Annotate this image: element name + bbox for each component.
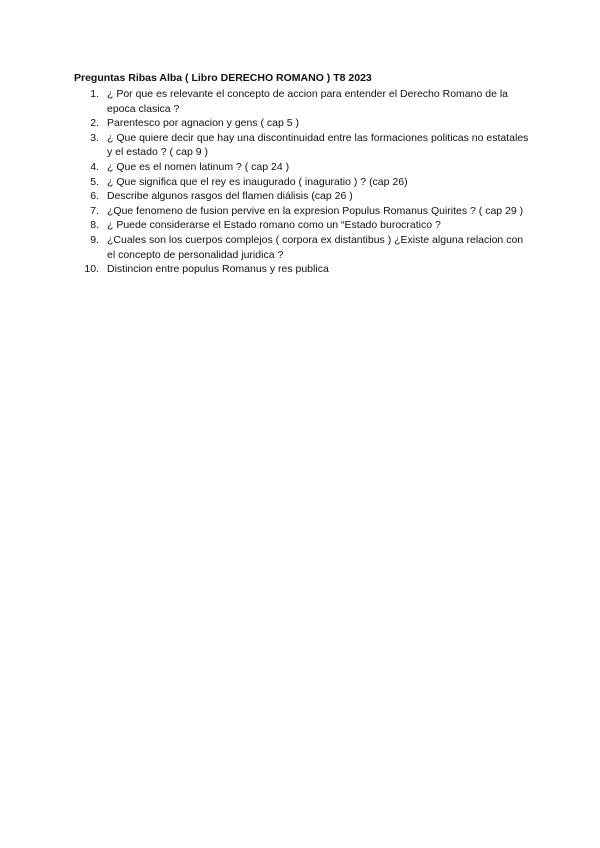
question-item bbox=[74, 262, 534, 277]
question-list bbox=[74, 87, 534, 277]
question-number: 2. bbox=[90, 117, 99, 130]
question-number: 7. bbox=[90, 204, 99, 217]
question-text: ¿ Que significa que el rey es inaugurado ( inaguratio ) ? (cap 26) bbox=[107, 175, 408, 188]
question-item bbox=[74, 204, 534, 219]
question-number: 4. bbox=[90, 160, 99, 173]
question-text: ¿ Puede considerarse el Estado romano como un “Estado burocratico ? bbox=[107, 219, 441, 232]
question-item bbox=[74, 233, 534, 262]
question-item bbox=[74, 87, 534, 116]
question-text: Parentesco por agnacion y gens ( cap 5 ) bbox=[107, 117, 300, 130]
question-number: 1. bbox=[90, 88, 99, 100]
question-number: 10. bbox=[84, 263, 99, 276]
question-item bbox=[74, 189, 534, 204]
question-number: 6. bbox=[90, 190, 99, 203]
question-number: 9. bbox=[90, 233, 99, 246]
question-number: 8. bbox=[90, 219, 99, 232]
question-text: ¿ Que quiere decir que hay una discontinuidad entre las formaciones politicas no estatales y el estado ? ( cap 9 ) bbox=[107, 131, 529, 159]
question-item bbox=[74, 116, 534, 131]
question-text: Describe algunos rasgos del flamen diálisis (cap 26 ) bbox=[107, 190, 353, 203]
question-text: ¿Que fenomeno de fusion pervive en la expresion Populus Romanus Quirites ? ( cap 29 ) bbox=[107, 204, 524, 217]
question-item bbox=[74, 160, 534, 175]
question-text: ¿ Que es el nomen latinum ? ( cap 24 ) bbox=[107, 160, 290, 173]
question-item bbox=[74, 175, 534, 190]
question-number: 5. bbox=[90, 175, 99, 188]
question-text: ¿ Por que es relevante el concepto de accion para entender el Derecho Romano de la epoca clasica ? bbox=[107, 88, 508, 115]
question-text: ¿Cuales son los cuerpos complejos ( corpora ex distantibus ) ¿Existe alguna relacion con el concepto de personalidad juridica ? bbox=[107, 233, 524, 261]
question-item bbox=[74, 131, 534, 160]
document-title: Preguntas Ribas Alba ( Libro DERECHO ROMANO ) T8 2023 bbox=[74, 72, 372, 84]
question-number: 3. bbox=[90, 131, 99, 144]
question-text: Distincion entre populus Romanus y res publica bbox=[107, 263, 329, 276]
question-item bbox=[74, 218, 534, 233]
